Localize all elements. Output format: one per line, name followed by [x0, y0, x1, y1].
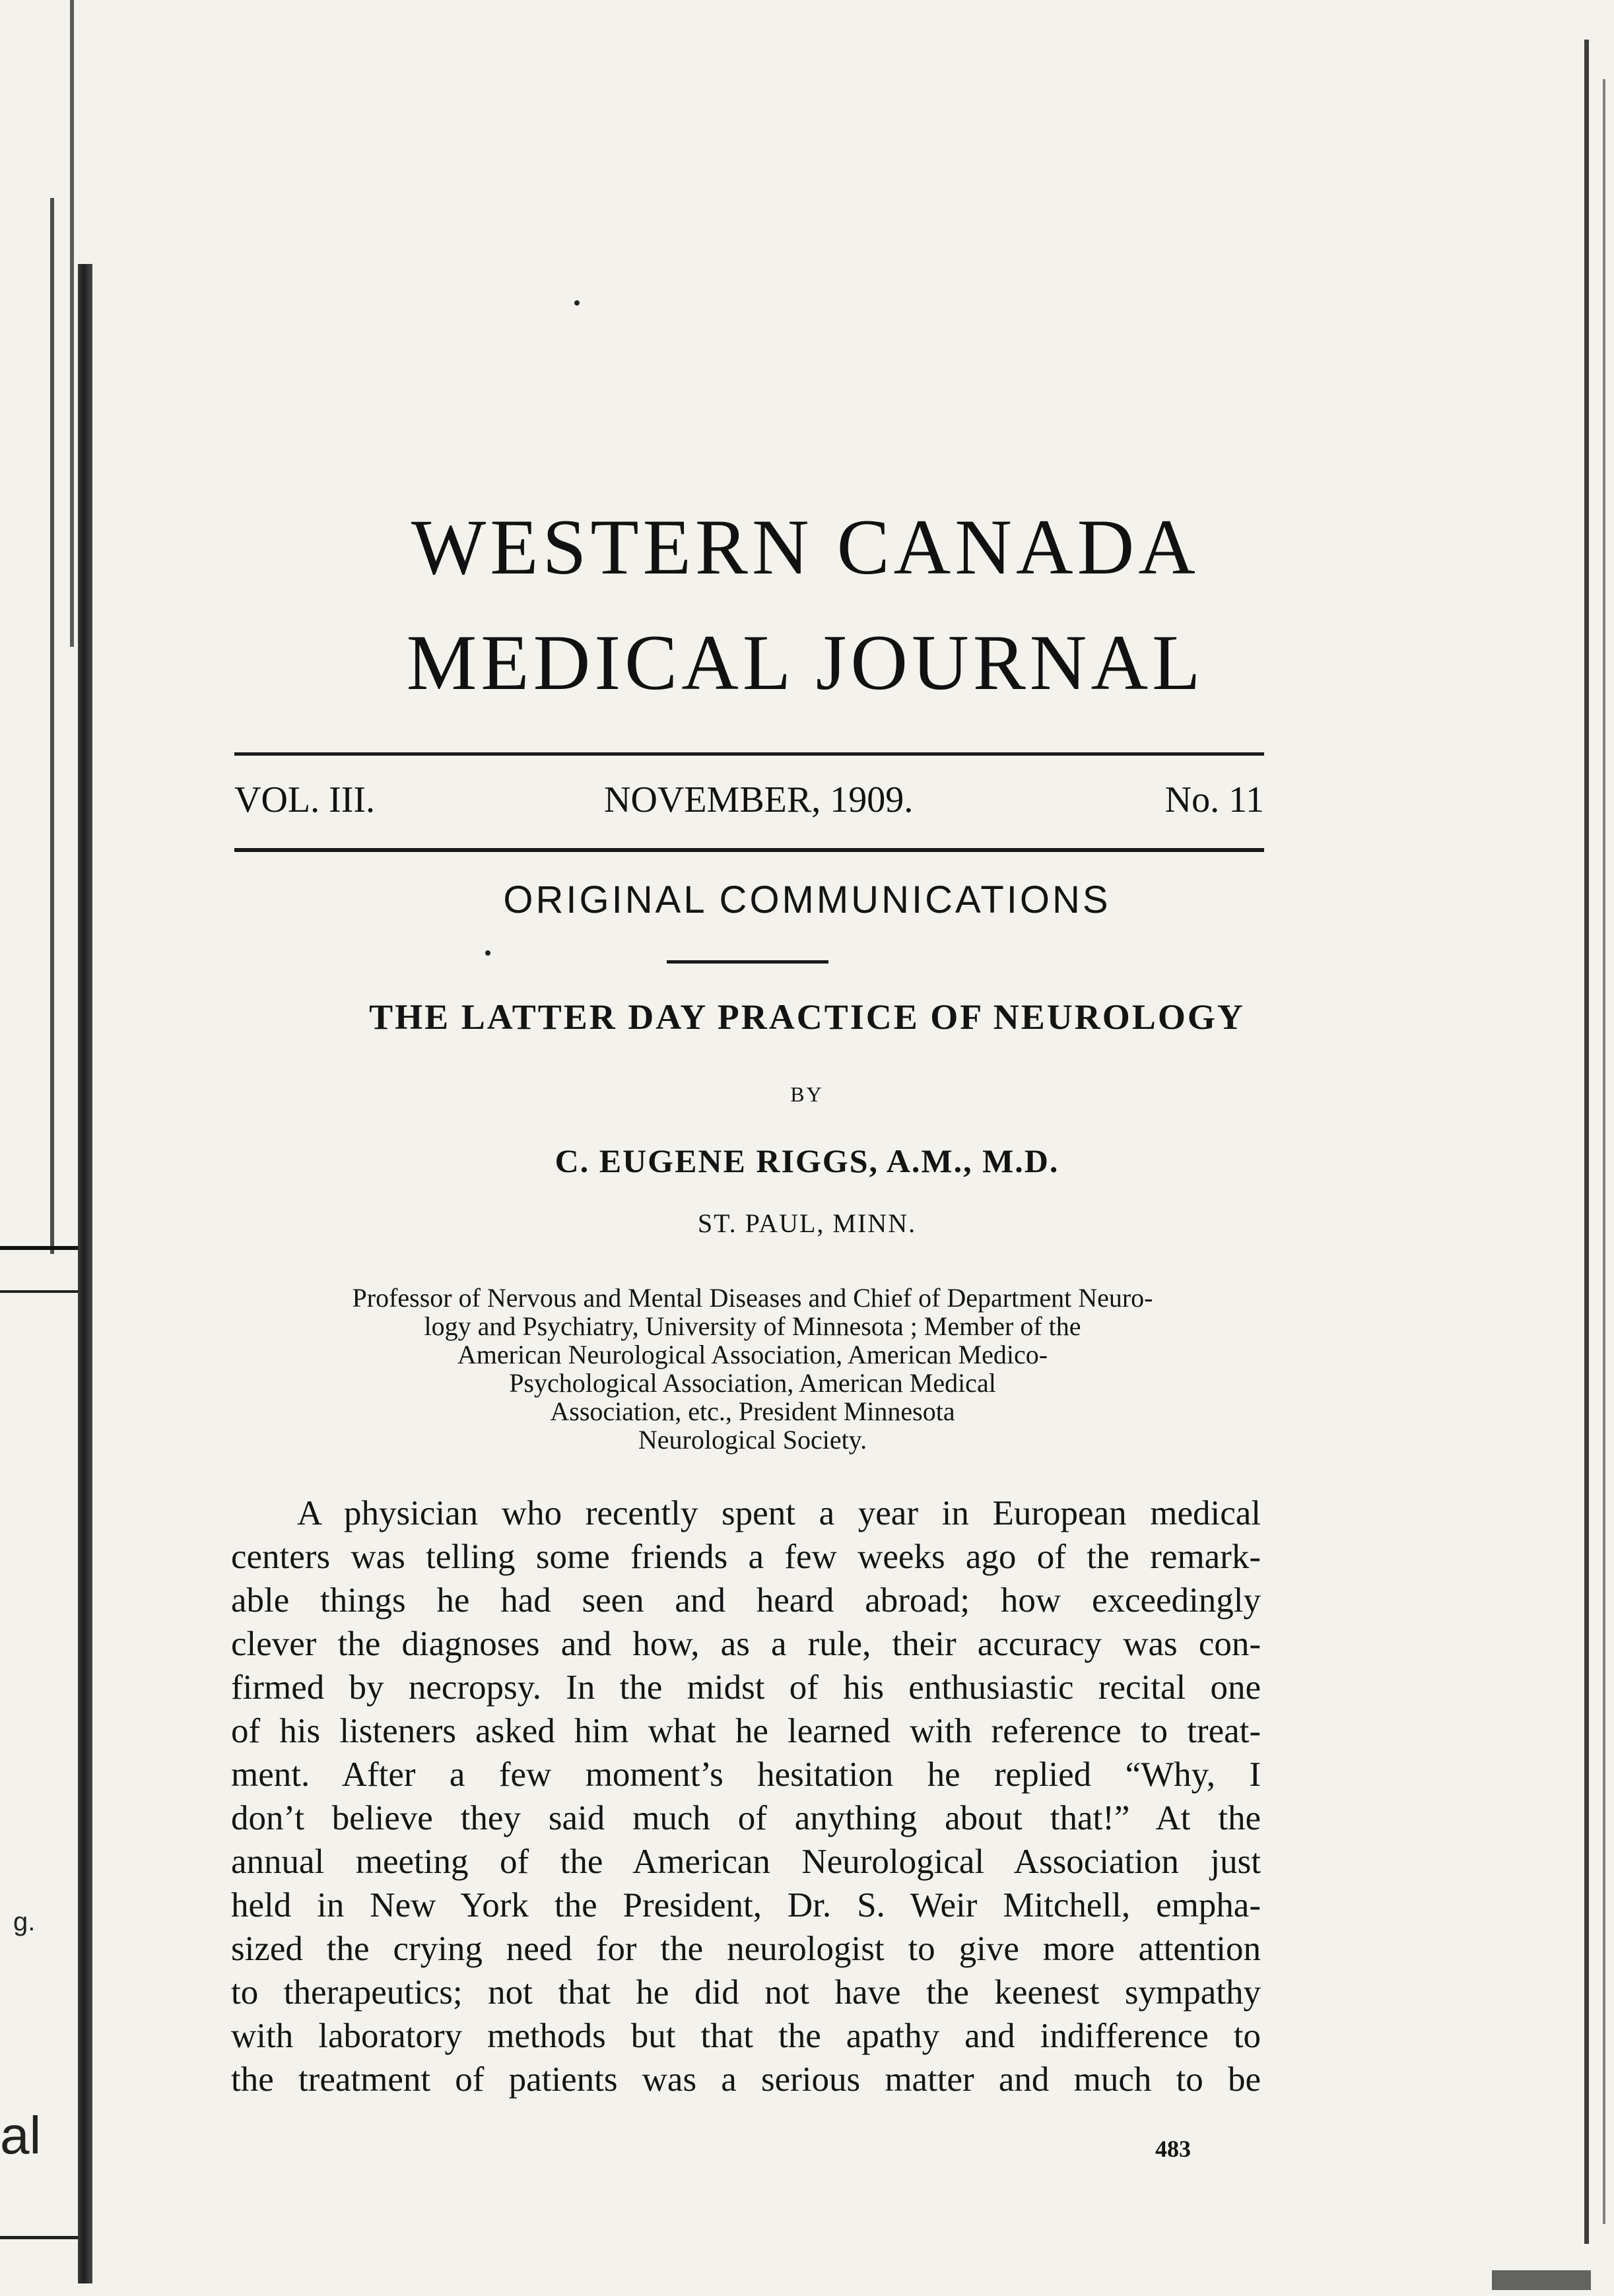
body-line: annual meeting of the American Neurological Association just [231, 1843, 1261, 1881]
article-title: THE LATTER DAY PRACTICE OF NEUROLOGY [369, 997, 1245, 1037]
body-line: clever the diagnoses and how, as a rule, their accuracy was con- [231, 1625, 1261, 1663]
author-name: C. EUGENE RIGGS, A.M., M.D. [555, 1142, 1059, 1179]
section-divider [667, 960, 828, 964]
body-line: able things he had seen and heard abroad; how exceedingly [231, 1581, 1261, 1620]
issue-date: NOVEMBER, 1909. [604, 779, 914, 820]
body-line: ment. After a few moment’s hesitation he replied “Why, I [231, 1755, 1261, 1794]
scan-speck [485, 950, 490, 956]
body-line: firmed by necropsy. In the midst of his enthusiastic recital one [231, 1668, 1261, 1707]
body-line: with laboratory methods but that the apathy and indifference to [231, 2017, 1261, 2055]
affiliation-line: Association, etc., President Minnesota [550, 1396, 955, 1426]
margin-fragment-g: g. [13, 1907, 36, 1936]
author-location: ST. PAUL, MINN. [697, 1208, 917, 1238]
affiliation-line: Professor of Nervous and Mental Diseases and Chief of Department Neuro- [352, 1283, 1153, 1313]
body-line: of his listeners asked him what he learned with reference to treat- [231, 1712, 1261, 1750]
body-line: to therapeutics; not that he did not have the keenest sympathy [231, 1973, 1261, 2012]
body-line: don’t believe they said much of anything about that!” At the [231, 1799, 1261, 1837]
body-line: centers was telling some friends a few weeks ago of the remark- [231, 1538, 1261, 1576]
issue-number: No. 11 [1164, 779, 1264, 820]
section-heading: ORIGINAL COMMUNICATIONS [503, 878, 1111, 921]
affiliation-line: American Neurological Association, American Medico- [457, 1340, 1048, 1369]
margin-fragment-al: al [0, 2106, 42, 2165]
margin-rule-2 [0, 1290, 78, 1293]
scan-smudge [1492, 2270, 1591, 2290]
journal-title-line-1: WESTERN CANADA [411, 503, 1199, 591]
journal-title-line-2: MEDICAL JOURNAL [406, 618, 1205, 706]
page-number: 483 [1155, 2136, 1191, 2162]
binding-edge-line-top [70, 0, 74, 647]
author-affiliation [224, 1284, 1281, 1454]
body-line: A physician who recently spent a year in European medical [297, 1494, 1261, 1532]
scan-speck [574, 300, 580, 306]
body-line: held in New York the President, Dr. S. Weir Mitchell, empha- [231, 1886, 1261, 1924]
article-body [231, 1492, 1261, 2101]
margin-rule-1 [0, 1246, 78, 1250]
volume-label: VOL. III. [234, 779, 376, 820]
margin-rule-3 [0, 2236, 78, 2239]
affiliation-line: Neurological Society. [638, 1425, 867, 1455]
body-line: the treatment of patients was a serious matter and much to be [231, 2060, 1261, 2099]
byline-label: BY [790, 1082, 824, 1106]
masthead-rule-bottom [234, 848, 1264, 852]
body-line: sized the crying need for the neurologist to give more attention [231, 1930, 1261, 1968]
binding-shadow [78, 264, 92, 2283]
affiliation-line: Psychological Association, American Medical [509, 1368, 996, 1398]
masthead-rule-top [234, 752, 1264, 756]
affiliation-line: logy and Psychiatry, University of Minnesota ; Member of the [424, 1311, 1081, 1341]
